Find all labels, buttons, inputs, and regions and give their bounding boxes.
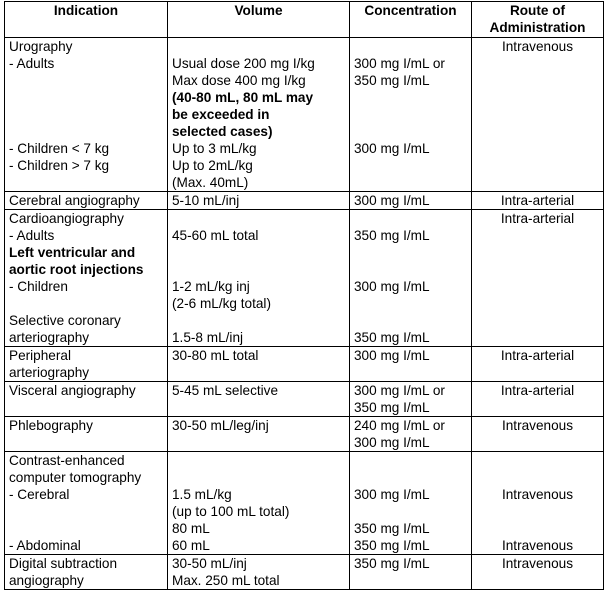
table-row <box>5 38 604 192</box>
volume-line <box>172 38 345 55</box>
indication-line: Peripheral <box>9 348 71 363</box>
route-line: Intra-arterial <box>500 193 575 208</box>
route-line <box>476 520 599 537</box>
concentration-line <box>354 157 467 174</box>
route-cell <box>472 382 604 417</box>
indication-cell <box>5 555 168 590</box>
concentration-line: 300 mg I/mL or <box>354 383 445 398</box>
route-cell <box>472 555 604 590</box>
concentration-cell <box>350 382 472 417</box>
route-line: Intravenous <box>501 556 574 571</box>
indication-cell <box>5 192 168 210</box>
concentration-cell <box>350 417 472 452</box>
volume-line <box>172 244 345 261</box>
concentration-line <box>354 312 467 329</box>
concentration-cell <box>350 452 472 555</box>
concentration-line <box>354 295 467 312</box>
concentration-line <box>354 261 467 278</box>
volume-line <box>172 312 345 329</box>
volume-line: 60 mL <box>172 538 210 553</box>
concentration-line: 350 mg I/mL <box>354 521 430 536</box>
volume-line: Up to 2mL/kg <box>172 158 253 173</box>
header-route-line1: Route of <box>509 3 566 18</box>
volume-line: 45-60 mL total <box>172 228 259 243</box>
indication-line: Cardioangiography <box>9 211 124 226</box>
concentration-line: 300 mg I/mL <box>354 279 430 294</box>
concentration-line: 300 mg I/mL <box>354 435 430 450</box>
route-cell <box>472 347 604 382</box>
volume-line: 1-2 mL/kg inj <box>172 279 250 294</box>
indication-line: Phlebography <box>9 418 93 433</box>
volume-line: 5-45 mL selective <box>172 383 279 398</box>
concentration-cell <box>350 192 472 210</box>
concentration-line: 350 mg I/mL <box>354 73 430 88</box>
volume-line: Usual dose 200 mg I/kg <box>172 56 315 71</box>
indication-cell <box>5 417 168 452</box>
indication-line: Cerebral angiography <box>9 193 140 208</box>
indication-line <box>9 89 163 106</box>
concentration-line <box>354 174 467 191</box>
concentration-line <box>354 123 467 140</box>
indication-line: - Children > 7 kg <box>9 158 110 173</box>
indication-line: Digital subtraction <box>9 556 118 571</box>
indication-line <box>9 106 163 123</box>
header-volume: Volume <box>168 2 350 38</box>
route-line <box>476 503 599 520</box>
concentration-line <box>354 469 467 486</box>
table-row <box>5 382 604 417</box>
header-concentration: Concentration <box>350 2 472 38</box>
concentration-line <box>354 503 467 520</box>
indication-line <box>9 503 163 520</box>
indication-cell <box>5 347 168 382</box>
volume-cell <box>168 38 350 192</box>
concentration-line: 300 mg I/mL or <box>354 56 445 71</box>
volume-line: Up to 3 mL/kg <box>172 141 257 156</box>
table-row <box>5 417 604 452</box>
indication-cell <box>5 38 168 192</box>
route-line: Intravenous <box>501 538 574 553</box>
dosage-table <box>4 1 604 590</box>
indication-line: - Adults <box>9 228 55 243</box>
route-cell <box>472 452 604 555</box>
volume-line: (Max. 40mL) <box>172 175 249 190</box>
volume-line <box>172 210 345 227</box>
route-line: Intravenous <box>501 418 574 433</box>
route-line: Intravenous <box>501 487 574 502</box>
indication-line: computer tomography <box>9 470 142 485</box>
header-indication: Indication <box>5 2 168 38</box>
volume-line: be exceeded in <box>172 107 270 122</box>
indication-line: arteriography <box>9 365 90 380</box>
concentration-line: 350 mg I/mL <box>354 556 430 571</box>
route-line <box>476 469 599 486</box>
volume-line: (40-80 mL, 80 mL may <box>172 90 314 105</box>
volume-line <box>172 261 345 278</box>
route-cell <box>472 38 604 192</box>
route-cell <box>472 210 604 347</box>
indication-cell <box>5 382 168 417</box>
volume-cell <box>168 347 350 382</box>
indication-line: - Abdominal <box>9 538 81 553</box>
volume-line: 30-80 mL total <box>172 348 259 363</box>
table-row <box>5 452 604 555</box>
table-row <box>5 555 604 590</box>
concentration-cell <box>350 210 472 347</box>
concentration-line: 350 mg I/mL <box>354 330 430 345</box>
indication-line: - Children < 7 kg <box>9 141 110 156</box>
concentration-line: 300 mg I/mL <box>354 141 430 156</box>
concentration-line <box>354 452 467 469</box>
concentration-line: 300 mg I/mL <box>354 193 430 208</box>
indication-line: aortic root injections <box>9 262 144 277</box>
indication-line: arteriography <box>9 330 90 345</box>
route-line: Intra-arterial <box>500 211 575 226</box>
indication-line <box>9 295 163 312</box>
indication-line: - Children <box>9 279 68 294</box>
indication-line <box>9 520 163 537</box>
indication-line <box>9 123 163 140</box>
concentration-line <box>354 38 467 55</box>
volume-cell <box>168 192 350 210</box>
indication-line: Left ventricular and <box>9 245 136 260</box>
concentration-line <box>354 106 467 123</box>
volume-cell <box>168 555 350 590</box>
volume-line: Max dose 400 mg I/kg <box>172 73 306 88</box>
concentration-cell <box>350 555 472 590</box>
header-route-line2: Administration <box>489 20 586 35</box>
indication-line: - Adults <box>9 56 55 71</box>
route-line: Intravenous <box>501 39 574 54</box>
route-cell <box>472 192 604 210</box>
volume-cell <box>168 452 350 555</box>
table-row <box>5 347 604 382</box>
concentration-line: 300 mg I/mL <box>354 348 430 363</box>
volume-line: (up to 100 mL total) <box>172 504 290 519</box>
volume-line: 1.5-8 mL/inj <box>172 330 244 345</box>
header-row <box>5 2 604 38</box>
concentration-line: 350 mg I/mL <box>354 400 430 415</box>
concentration-line: 240 mg I/mL or <box>354 418 445 433</box>
route-cell <box>472 417 604 452</box>
volume-line: 1.5 mL/kg <box>172 487 232 502</box>
table-row <box>5 192 604 210</box>
volume-line: 30-50 mL/inj <box>172 556 247 571</box>
route-line: Intra-arterial <box>500 383 575 398</box>
route-line <box>476 452 599 469</box>
concentration-line <box>354 210 467 227</box>
volume-cell <box>168 210 350 347</box>
volume-line: 5-10 mL/inj <box>172 193 240 208</box>
indication-line: angiography <box>9 573 84 588</box>
concentration-line: 350 mg I/mL <box>354 228 430 243</box>
concentration-line: 300 mg I/mL <box>354 487 430 502</box>
volume-line <box>172 452 345 469</box>
volume-line: 30-50 mL/leg/inj <box>172 418 269 433</box>
volume-cell <box>168 382 350 417</box>
volume-line <box>172 469 345 486</box>
concentration-line: 350 mg I/mL <box>354 538 430 553</box>
indication-line <box>9 72 163 89</box>
volume-line: 80 mL <box>172 521 210 536</box>
indication-line: Selective coronary <box>9 313 121 328</box>
header-route <box>472 2 604 38</box>
indication-cell <box>5 452 168 555</box>
indication-line <box>9 174 163 191</box>
indication-line: Urography <box>9 39 73 54</box>
volume-line: (2-6 mL/kg total) <box>172 296 271 311</box>
table-row <box>5 210 604 347</box>
volume-cell <box>168 417 350 452</box>
indication-cell <box>5 210 168 347</box>
indication-line: - Cerebral <box>9 487 70 502</box>
route-line: Intra-arterial <box>500 348 575 363</box>
indication-line: Visceral angiography <box>9 383 136 398</box>
concentration-line <box>354 244 467 261</box>
concentration-line <box>354 89 467 106</box>
concentration-cell <box>350 347 472 382</box>
indication-line: Contrast-enhanced <box>9 453 125 468</box>
volume-line: selected cases) <box>172 124 273 139</box>
concentration-cell <box>350 38 472 192</box>
volume-line: Max. 250 mL total <box>172 573 280 588</box>
